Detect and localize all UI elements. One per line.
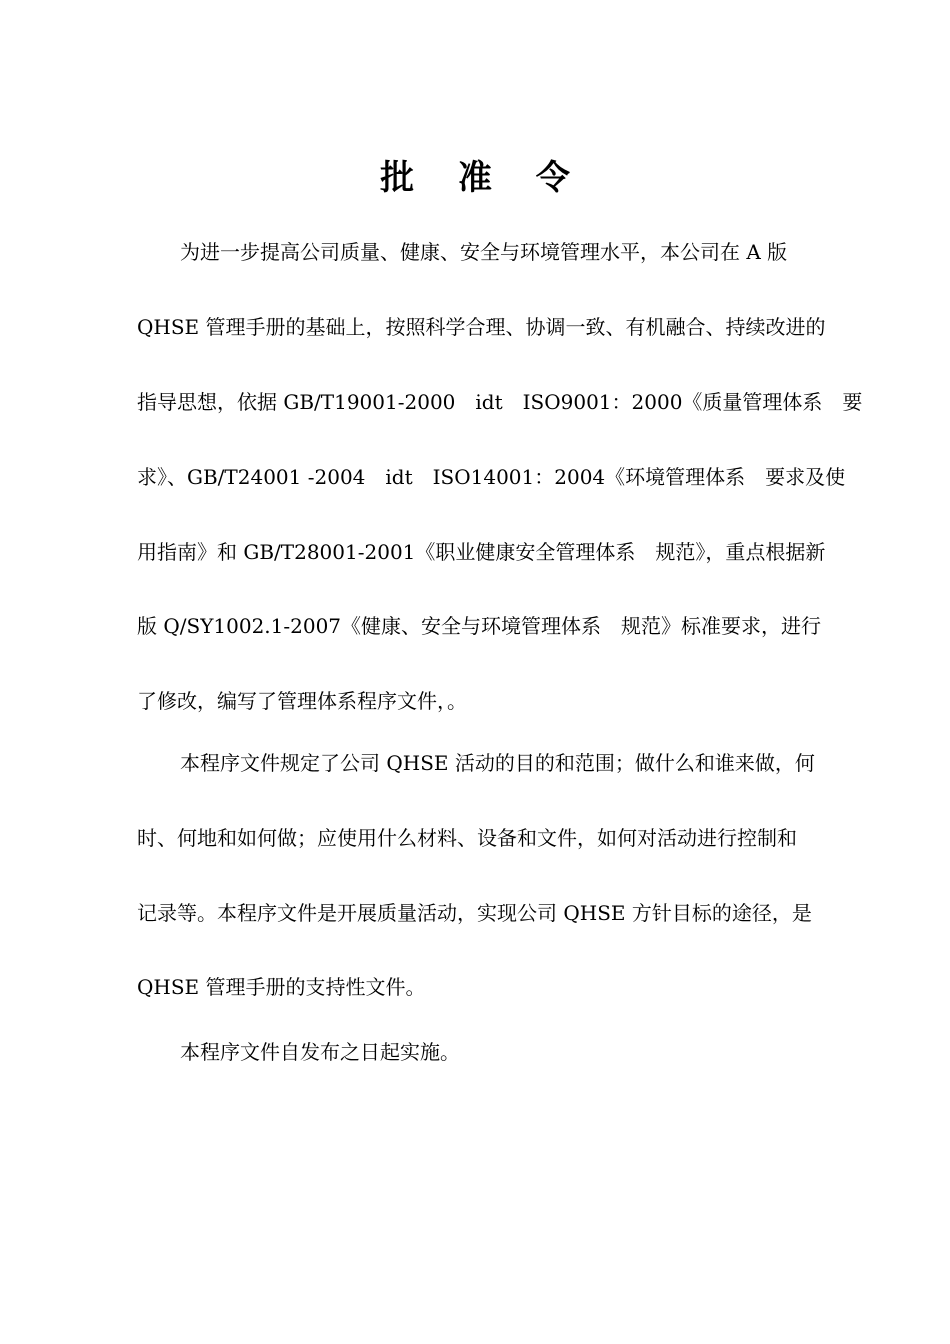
paragraph-2-line-3: 记录等。本程序文件是开展质量活动，实现公司 QHSE 方针目标的途径，是	[137, 901, 812, 925]
paragraph-2-line-4: QHSE 管理手册的支持性文件。	[137, 975, 426, 999]
paragraph-1-line-5: 用指南》和 GB/T28001-2001《职业健康安全管理体系 规范》，重点根据新	[137, 540, 826, 564]
paragraph-1-line-1: 为进一步提高公司质量、健康、安全与环境管理水平，本公司在 A 版	[180, 240, 788, 264]
paragraph-1-line-3: 指导思想，依据 GB/T19001-2000 idt ISO9001：2000《质量管理体系 要	[137, 390, 863, 414]
paragraph-2-line-1: 本程序文件规定了公司 QHSE 活动的目的和范围；做什么和谁来做，何	[180, 751, 815, 775]
paragraph-1-line-4: 求》、GB/T24001 -2004 idt ISO14001：2004《环境管理体系 要求及使	[137, 465, 846, 489]
paragraph-1-line-6: 版 Q/SY1002.1-2007《健康、安全与环境管理体系 规范》标准要求，进行	[137, 614, 822, 638]
document-title: 批 准 令	[380, 158, 586, 198]
paragraph-1-line-2: QHSE 管理手册的基础上，按照科学合理、协调一致、有机融合、持续改进的	[137, 315, 826, 339]
paragraph-2-line-2: 时、何地和如何做；应使用什么材料、设备和文件，如何对活动进行控制和	[137, 826, 797, 850]
paragraph-1-line-7: 了修改，编写了管理体系程序文件，。	[137, 689, 467, 713]
paragraph-3-line-1: 本程序文件自发布之日起实施。	[180, 1040, 460, 1064]
